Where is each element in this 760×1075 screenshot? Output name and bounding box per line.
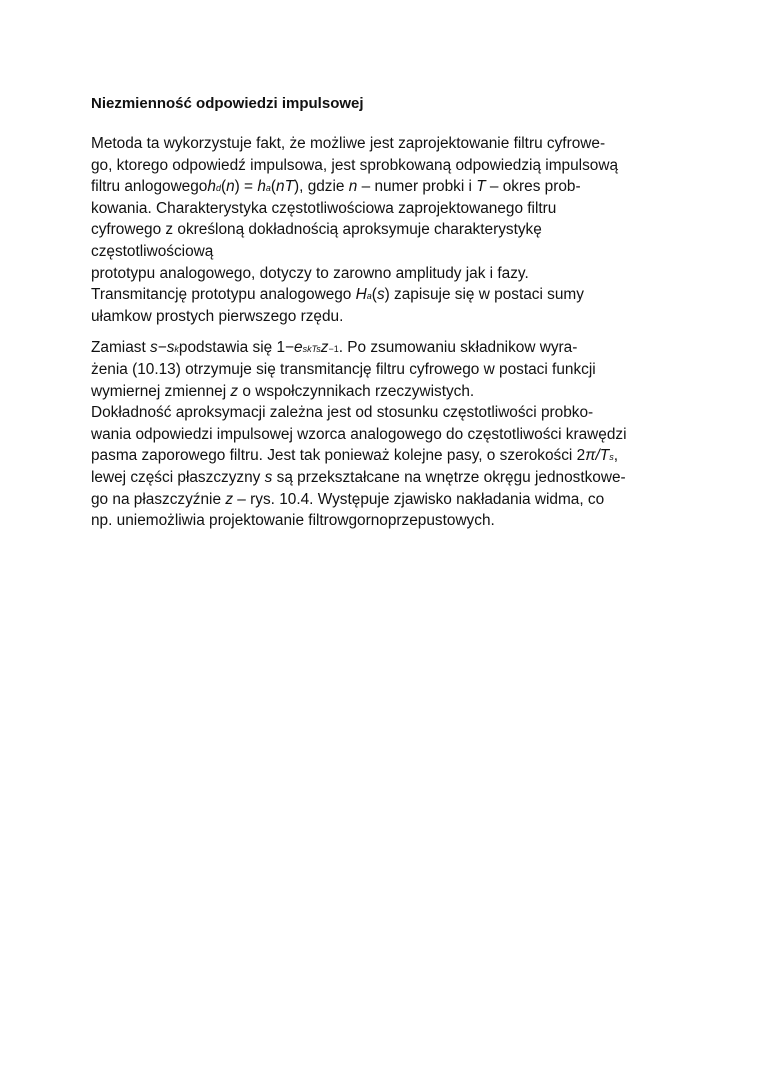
math-subscript: k: [174, 344, 179, 355]
math-symbol: s: [376, 286, 385, 304]
math-symbol: n: [226, 178, 235, 196]
math-subscript: a: [265, 183, 271, 194]
text-fragment: podstawia się 1−: [178, 339, 294, 357]
math-symbol: H: [355, 286, 367, 304]
paragraph-spacer: [91, 327, 681, 337]
math-symbol: z: [230, 382, 239, 400]
math-symbol: h: [257, 178, 266, 196]
text-fragment: (: [220, 178, 227, 196]
paragraph-2-line-6: [91, 445, 681, 467]
text-fragment: pasma zaporowego filtru. Jest tak ponieważ kolejne pasy, o szerokości 2: [91, 447, 586, 465]
paragraph-2: [91, 337, 681, 531]
math-subscript: s: [609, 452, 614, 463]
paragraph-2-line-4: Dokładność aproksymacji zależna jest od stosunku częstotliwości probko-: [91, 404, 594, 422]
text-fragment: ), gdzie: [294, 178, 349, 196]
paragraph-1-line-4: kowania. Charakterystyka częstotliwościowa zaprojektowanego filtru: [91, 199, 557, 217]
paragraph-1-line-5: cyfrowego z określoną dokładnością aproksymuje charakterystykę: [91, 221, 542, 239]
paragraph-1-line-6: częstotliwościową: [91, 242, 214, 260]
math-subscript: a: [366, 291, 372, 302]
math-symbol: n: [348, 178, 358, 196]
paragraph-1-line-3: [91, 176, 681, 198]
text-fragment: ) zapisuje się w postaci sumy: [384, 286, 584, 304]
math-subscript: d: [215, 183, 221, 194]
paragraph-1-line-9: ułamkow prostych pierwszego rzędu.: [91, 307, 344, 325]
paragraph-2-line-9: np. uniemożliwia projektowanie filtrowgornoprzepustowych.: [91, 512, 495, 530]
paragraph-2-line-3: [91, 381, 681, 403]
text-fragment: ,: [613, 447, 618, 465]
text-fragment: – numer probki i: [357, 178, 477, 196]
math-symbol: z: [225, 490, 234, 508]
paragraph-1-line-1: Metoda ta wykorzystuje fakt, że możliwe jest zaprojektowanie filtru cyfrowe-: [91, 135, 606, 152]
text-fragment: lewej części płaszczyzny: [91, 468, 265, 486]
math-symbol: T: [476, 178, 486, 196]
text-fragment: −: [157, 339, 167, 357]
text-fragment: – rys. 10.4. Występuje zjawisko nakładania widma, co: [233, 490, 605, 508]
text-fragment: (: [270, 178, 277, 196]
paragraph-2-line-5: wania odpowiedzi impulsowej wzorca analogowego do częstotliwości krawędzi: [91, 425, 627, 443]
math-symbol: s: [150, 339, 158, 357]
paragraph-1-line-7: prototypu analogowego, dotyczy to zarowno amplitudy jak i fazy.: [91, 264, 529, 282]
paragraph-2-line-7: [91, 467, 681, 489]
text-fragment: (: [371, 286, 377, 304]
text-fragment: Zamiast: [91, 339, 151, 357]
math-symbol: e: [294, 339, 303, 357]
math-symbol: s: [166, 339, 175, 357]
text-fragment: – okres prob-: [485, 178, 581, 196]
text-fragment: filtru anlogowego: [91, 178, 208, 196]
math-symbol: h: [207, 178, 216, 196]
math-exponent: skTs: [302, 344, 321, 355]
text-fragment: wymiernej zmiennej: [91, 382, 231, 400]
text-fragment: . Po zsumowaniu składnikow wyra-: [338, 339, 578, 357]
text-fragment: go na płaszczyźnie: [91, 490, 226, 508]
paragraph-1: [91, 133, 681, 327]
paragraph-2-line-2: żenia (10.13) otrzymuje się transmitancję filtru cyfrowego w postaci funkcji: [91, 360, 596, 378]
document-page: [91, 94, 681, 532]
paragraph-2-line-8: [91, 489, 681, 511]
paragraph-1-line-8: [91, 284, 681, 306]
text-fragment: ) =: [234, 178, 258, 196]
paragraph-2-line-1: [91, 337, 681, 359]
math-symbol: nT: [276, 178, 295, 196]
paragraph-1-line-2: go, ktorego odpowiedź impulsowa, jest sprobkowaną odpowiedzią impulsową: [91, 156, 619, 174]
text-fragment: o wspołczynnikach rzeczywistych.: [238, 382, 475, 400]
math-symbol: π/T: [585, 447, 610, 465]
math-symbol: z: [320, 339, 329, 357]
math-symbol: s: [264, 468, 273, 486]
text-fragment: są przekształcane na wnętrze okręgu jednostkowe-: [272, 468, 626, 486]
math-exponent: −1: [328, 344, 339, 355]
section-heading: Niezmienność odpowiedzi impulsowej: [91, 95, 364, 112]
text-fragment: Transmitancję prototypu analogowego: [91, 286, 356, 304]
